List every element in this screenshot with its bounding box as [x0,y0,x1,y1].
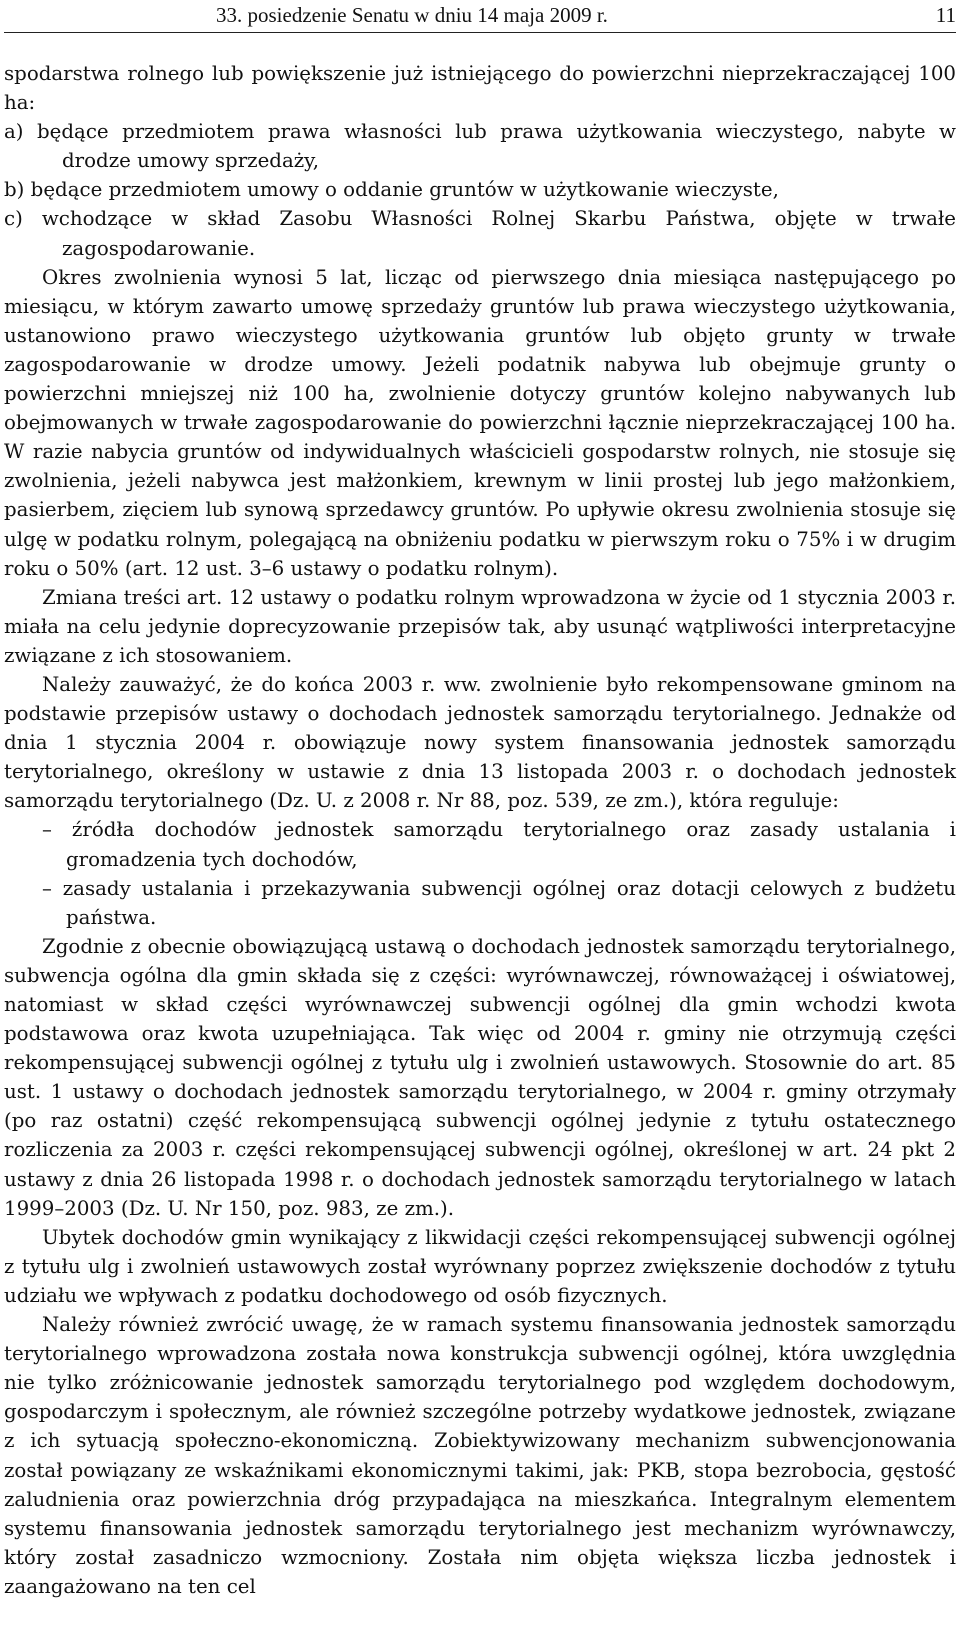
paragraph-amendment: Zmiana treści art. 12 ustawy o podatku rolnym wprowadzona w życie od 1 stycznia 2003 r. miała na celu jedynie doprecyzowanie przepisów tak, aby usunąć wątpliwości interpretacyjne związane z ich stosowaniem. [4,585,956,667]
list-item-b: b) będące przedmiotem umowy o oddanie gruntów w użytkowanie wieczyste, [4,178,779,202]
paragraph-compensation: Należy zauważyć, że do końca 2003 r. ww. zwolnienie było rekompensowane gminom na podstawie przepisów ustawy o dochodach jednostek samorządu terytorialnego. Jednakże od dnia 1 stycznia 2004 r. obowiązuje nowy system finansowania jednostek samorządu terytorialnego, określony w ustawie z dnia 13 listopada 2003 r. o dochodach jednostek samorządu terytorialnego (Dz. U. z 2008 r. Nr 88, poz. 539, ze zm.), która reguluje: [4,672,956,813]
document-page [4,0,956,1601]
paragraph-general-subsidy: Zgodnie z obecnie obowiązującą ustawą o dochodach jednostek samorządu terytorialnego, subwencja ogólna dla gmin składa się z części: wyrównawczej, równoważącej i oświatowej, natomiast w skład części wyrównawczej subwencji ogólnej dla gmin wchodzi kwota podstawowa oraz kwota uzupełniająca. Tak więc od 2004 r. gminy nie otrzymują części rekompensującej subwencji ogólnej z tytułu ulg i zwolnień ustawowych. Stosownie do art. 85 ust. 1 ustawy o dochodach jednostek samorządu terytorialnego, w 2004 r. gminy otrzymały (po raz ostatni) część rekompensującą subwencji ogólnej jedynie z tytułu ostatecznego rozliczenia za 2003 r. części rekompensującej subwencji ogólnej, określonej w art. 24 pkt 2 ustawy z dnia 26 listopada 1998 r. o dochodach jednostek samorządu terytorialnego w latach 1999–2003 (Dz. U. Nr 150, poz. 983, ze zm.). [4,934,956,1220]
page-number: 11 [935,3,956,27]
list-item-c: c) wchodzące w skład Zasobu Własności Rolnej Skarbu Państwa, objęte w trwałe zagospodarowanie. [4,207,956,260]
paragraph-exemption-period: Okres zwolnienia wynosi 5 lat, licząc od pierwszego dnia miesiąca następującego po miesiącu, w którym zawarto umowę sprzedaży gruntów lub prawa wieczystego użytkowania, ustanowiono prawo wieczystego użytkowania gruntów lub objęto grunty w trwałe zagospodarowanie w drodze umowy. Jeżeli podatnik nabywa lub obejmuje grunty o powierzchni mniejszej niż 100 ha, zwolnienie dotyczy gruntów kolejno nabywanych lub obejmowanych w trwałe zagospodarowanie do powierzchni łącznie nieprzekraczającej 100 ha. W razie nabycia gruntów od indywidualnych właścicieli gospodarstw rolnych, nie stosuje się zwolnienia, jeżeli nabywca jest małżonkiem, krewnym w linii prostej lub jego małżonkiem, pasierbem, zięciem lub synową sprzedawcy gruntów. Po upływie okresu zwolnienia stosuje się ulgę w podatku rolnym, polegającą na obniżeniu podatku w pierwszym roku o 75% i w drugim roku o 50% (art. 12 ust. 3–6 ustawy o podatku rolnym). [4,265,956,580]
paragraph-revenue-loss: Ubytek dochodów gmin wynikający z likwidacji części rekompensującej subwencji ogólnej z tytułu ulg i zwolnień ustawowych został wyrównany poprzez zwiększenie dochodów z tytułu udziału we wpływach z podatku dochodowego od osób fizycznych. [4,1225,956,1307]
dash-item-subsidies: – zasady ustalania i przekazywania subwencji ogólnej oraz dotacji celowych z budżetu państwa. [42,876,956,929]
dash-item-revenue-sources: – źródła dochodów jednostek samorządu terytorialnego oraz zasady ustalania i gromadzenia tych dochodów, [42,818,956,871]
paragraph-new-construction: Należy również zwrócić uwagę, że w ramach systemu finansowania jednostek samorządu terytorialnego wprowadzona została nowa konstrukcja subwencji ogólnej, która uwzględnia nie tylko zróżnicowanie jednostek samorządu terytorialnego pod względem dochodowym, gospodarczym i społecznym, ale również szczególne potrzeby wydatkowe jednostek, związane z ich sytuacją społeczno-ekonomiczną. Zobiektywizowany mechanizm subwencjonowania został powiązany ze wskaźnikami ekonomicznymi takimi, jak: PKB, stopa bezrobocia, gęstość zaludnienia oraz powierzchnia dróg przypadająca na mieszkańca. Integralnym elementem systemu finansowania jednostek samorządu terytorialnego jest mechanizm wyrównawczy, który został zasadniczo wzmocniony. Została nim objęta większa liczba jednostek i zaangażowano na ten cel [4,1313,956,1598]
running-header [4,0,956,33]
paragraph-continuation: spodarstwa rolnego lub powiększenie już istniejącego do powierzchni nieprzekraczającej 100 ha: [4,62,956,115]
document-body [4,59,956,1601]
list-item-a: a) będące przedmiotem prawa własności lub prawa użytkowania wieczystego, nabyte w drodze umowy sprzedaży, [4,120,956,173]
header-title: 33. posiedzenie Senatu w dniu 14 maja 2009 r. [216,3,608,27]
